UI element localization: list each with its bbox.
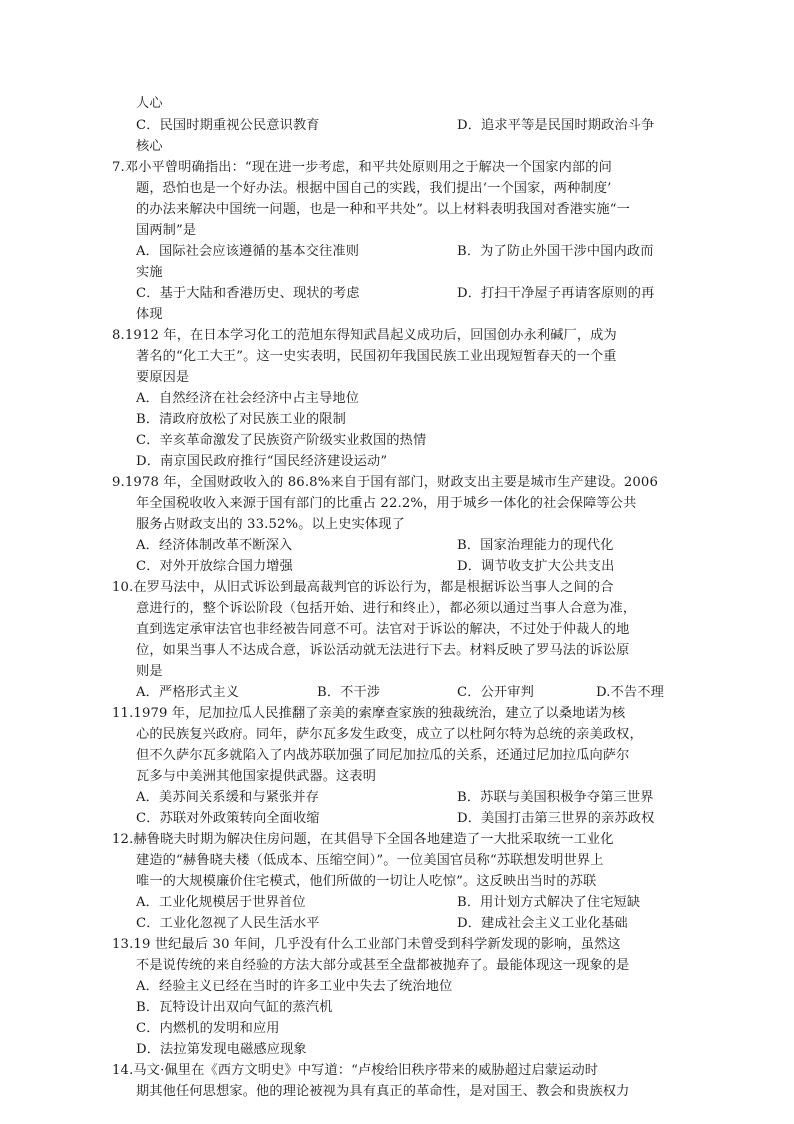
- q10-option-b: B．不干涉: [317, 685, 381, 700]
- q8-stem-line-3: 要原因是: [136, 370, 190, 385]
- q8-option-b: B．清政府放松了对民族工业的限制: [136, 412, 346, 427]
- q7-option-b-continuation: 实施: [136, 265, 163, 280]
- q11-option-b: B．苏联与美国积极争夺第三世界: [457, 790, 654, 805]
- q10-option-c: C．公开审判: [457, 685, 534, 700]
- q12-option-b: B．用计划方式解决了住宅短缺: [457, 895, 641, 910]
- q11-stem-line-3: 但不久萨尔瓦多就陷入了内战苏联加强了同尼加拉瓜的关系，还通过尼加拉瓜向萨尔: [136, 748, 630, 763]
- q13-stem-line-1: 13.19 世纪最后 30 年间，几乎没有什么工业部门未曾受到科学新发现的影响，虽然这: [112, 937, 621, 952]
- q14-stem-line-2: 期其他任何思想家。他的理论被视为具有真正的革命性，是对国王、教会和贵族权力: [136, 1084, 630, 1099]
- q10-stem-line-1: 10.在罗马法中，从旧式诉讼到最高裁判官的诉讼行为，都是根据诉讼当事人之间的合: [112, 580, 614, 595]
- q11-stem-line-2: 心的民族复兴政府。同年，萨尔瓦多发生政变，成立了以杜阿尔特为总统的亲美政权，: [136, 727, 643, 742]
- q13-option-c: C．内燃机的发明和应用: [136, 1021, 280, 1036]
- q9-option-b: B．国家治理能力的现代化: [457, 538, 614, 553]
- q11-option-a: A．美苏间关系缓和与紧张并存: [136, 790, 320, 805]
- q13-stem-line-2: 不是说传统的来自经验的方法大部分或甚至全盘都被抛弃了。最能体现这一现象的是: [136, 958, 630, 973]
- q12-stem-line-3: 唯一的大规模廉价住宅模式，他们所做的一切让人吃惊”。这反映出当时的苏联: [136, 874, 597, 889]
- q10-stem-line-3: 直到选定承审法官也非经被告同意不可。法官对于诉讼的解决，不过处于仲裁人的地: [136, 622, 630, 637]
- q6-option-c: C．民国时期重视公民意识教育: [136, 118, 320, 133]
- q10-stem-line-2: 意进行的，整个诉讼阶段（包括开始、进行和终止），都必须以通过当事人合意为准，: [136, 601, 637, 616]
- q10-option-a: A．严格形式主义: [136, 685, 240, 700]
- q8-stem-line-1: 8.1912 年，在日本学习化工的范旭东得知武昌起义成功后，回国创办永利碱厂，成为: [112, 328, 617, 343]
- q8-option-c: C．辛亥革命激发了民族资产阶级实业救国的热情: [136, 433, 427, 448]
- q9-stem-line-2: 年全国税收收入来源于国有部门的比重占 22.2%，用于城乡一体化的社会保障等公共: [136, 496, 637, 511]
- q6-option-b-continuation: 人心: [136, 96, 163, 111]
- q10-stem-line-5: 则是: [136, 664, 163, 679]
- q6-option-d: D．追求平等是民国时期政治斗争: [457, 118, 655, 133]
- q7-option-d: D．打扫干净屋子再请客原则的再: [457, 286, 655, 301]
- q9-option-c: C．对外开放综合国力增强: [136, 559, 293, 574]
- q12-option-c: C．工业化忽视了人民生活水平: [136, 916, 320, 931]
- q11-stem-line-4: 瓦多与中美洲其他国家提供武器。这表明: [136, 769, 377, 784]
- q8-option-a: A．自然经济在社会经济中占主导地位: [136, 391, 360, 406]
- q7-stem-line-2: 题，恐怕也是一个好办法。根据中国自己的实践，我们提出‘一个国家，两种制度’: [136, 181, 612, 196]
- q10-stem-line-4: 位，如果当事人不达成合意，诉讼活动就无法进行下去。材料反映了罗马法的诉讼原: [136, 643, 630, 658]
- q13-option-b: B．瓦特设计出双向气缸的蒸汽机: [136, 1000, 333, 1015]
- q7-option-a: A．国际社会应该遵循的基本交往准则: [136, 244, 360, 259]
- q7-stem-line-3: 的办法来解决中国统一问题，也是一种和平共处”。以上材料表明我国对香港实施“一: [136, 202, 630, 217]
- q8-stem-line-2: 著名的“化工大王”。这一史实表明，民国初年我国民族工业出现短暂春天的一个重: [136, 349, 617, 364]
- q7-option-b: B．为了防止外国干涉中国内政而: [457, 244, 654, 259]
- q12-option-d: D．建成社会主义工业化基础: [457, 916, 628, 931]
- q13-option-d: D．法拉第发现电磁感应现象: [136, 1042, 307, 1057]
- q10-option-d: D.不告不理: [596, 685, 664, 700]
- q9-option-d: D．调节收支扩大公共支出: [457, 559, 615, 574]
- q7-stem-line-1: 7.邓小平曾明确指出：“现在进一步考虑，和平共处原则用之于解决一个国家内部的问: [112, 160, 612, 175]
- q14-stem-line-1: 14.马文·佩里在《西方文明史》中写道：“卢梭给旧秩序带来的威胁超过启蒙运动时: [112, 1063, 599, 1078]
- q9-stem-line-1: 9.1978 年，全国财政收入的 86.8%来自于国有部门，财政支出主要是城市生产建设。2006: [112, 475, 658, 490]
- q7-stem-line-4: 国两制”是: [136, 223, 197, 238]
- q13-option-a: A．经验主义已经在当时的许多工业中失去了统治地位: [136, 979, 453, 994]
- q11-option-c: C．苏联对外政策转向全面收缩: [136, 811, 320, 826]
- q7-option-d-continuation: 体现: [136, 307, 163, 322]
- q11-option-d: D．美国打击第三世界的亲苏政权: [457, 811, 655, 826]
- q12-stem-line-1: 12.赫鲁晓夫时期为解决住房问题，在其倡导下全国各地建造了一大批采取统一工业化: [112, 832, 614, 847]
- q9-stem-line-3: 服务占财政支出的 33.52%。以上史实体现了: [136, 517, 405, 532]
- q11-stem-line-1: 11.1979 年，尼加拉瓜人民推翻了亲美的索摩查家族的独裁统治，建立了以桑地诺为核: [112, 706, 626, 721]
- q12-option-a: A．工业化规模居于世界首位: [136, 895, 306, 910]
- q7-option-c: C．基于大陆和香港历史、现状的考虑: [136, 286, 360, 301]
- q9-option-a: A．经济体制改革不断深入: [136, 538, 293, 553]
- q8-option-d: D．南京国民政府推行“国民经济建设运动”: [136, 454, 388, 469]
- q6-option-d-continuation: 核心: [136, 139, 163, 154]
- q12-stem-line-2: 建造的“赫鲁晓夫楼（低成本、压缩空间）”。一位美国官员称“苏联想发明世界上: [136, 853, 604, 868]
